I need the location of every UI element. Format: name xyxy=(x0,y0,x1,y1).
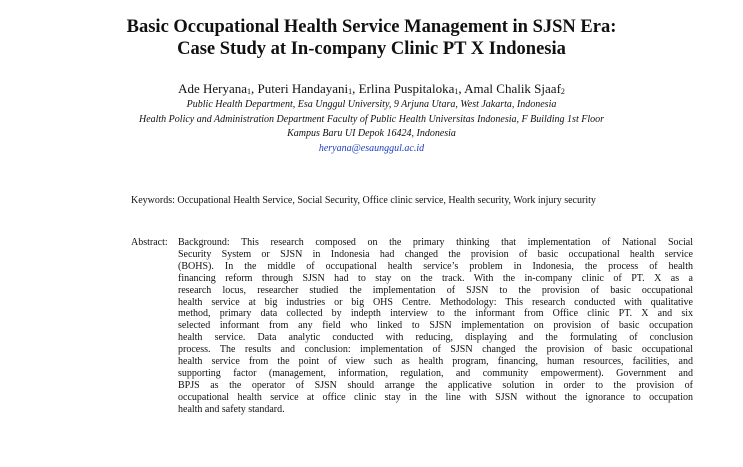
abstract-line: occupational health service at office clinic stay in the line with SJSN without the ignorance to occupation xyxy=(178,391,693,403)
keywords-label: Keywords: xyxy=(131,195,175,206)
affiliation-2-line-2: Kampus Baru UI Depok 16424, Indonesia xyxy=(287,128,456,139)
paper-title xyxy=(0,16,743,60)
abstract-line: health service from the point of view such as health program, financing, human resources, facilities, and xyxy=(178,356,693,368)
abstract-line: (BOHS). In the middle of occupational health service’s problem in Indonesia, the process of health xyxy=(178,260,693,272)
abstract-line: health service. Data analytic conducted with reducing, displaying and the formulating of conclusion xyxy=(178,332,693,344)
affiliation-1: Public Health Department, Esa Unggul University, 9 Arjuna Utara, West Jakarta, Indonesia xyxy=(186,99,557,110)
author-affiliation-mark: 2 xyxy=(560,87,565,96)
abstract-line: process. The results and conclusion: implementation of SJSN changed the provision of basic occupational xyxy=(178,344,693,356)
abstract-line: selected informant from any field who linked to SJSN implementation on provision of basic occupation xyxy=(178,320,693,332)
author-separator: , xyxy=(458,81,465,96)
author-affiliation-mark: 1 xyxy=(454,87,459,96)
affiliation-2-line-1: Health Policy and Administration Department Faculty of Public Health Universitas Indonesia, F Building 1st Floor xyxy=(138,114,605,125)
author-affiliation-mark: 1 xyxy=(247,87,252,96)
keywords-text: Occupational Health Service, Social Security, Office clinic service, Health security, Work injury security xyxy=(177,195,596,206)
author-name: Ade Heryana xyxy=(178,81,248,96)
abstract-line: supporting factor (management, information, regulation, and community empowerment). Government and xyxy=(178,367,693,379)
author-separator: , xyxy=(251,81,258,96)
author-name: Erlina Puspitaloka xyxy=(358,81,455,96)
author-affiliation-mark: 1 xyxy=(348,87,353,96)
abstract-label: Abstract: xyxy=(131,237,168,248)
abstract-line: financing reform through SJSN had to stay on the track. With the in-company clinic of PT. X as a xyxy=(178,272,693,284)
abstract-line: research locus, researcher studied the implementation of SJSN to the provision of basic occupational xyxy=(178,284,693,296)
abstract-line: Security System or SJSN in Indonesia had changed the provision of basic occupational health service xyxy=(178,248,693,260)
abstract-body xyxy=(178,237,693,416)
abstract-line: health and safety standard. xyxy=(178,403,285,415)
abstract-line: health service at big industries or big OHS Centre. Methodology: This research conducted with qualitative xyxy=(178,296,693,308)
abstract-line: Background: This research composed on the primary thinking that implementation of National Social xyxy=(178,237,693,248)
author-separator: , xyxy=(352,81,359,96)
author-name: Puteri Handayani xyxy=(257,81,349,96)
author-name: Amal Chalik Sjaaf xyxy=(464,81,561,96)
keywords-section xyxy=(131,195,691,208)
abstract-line: method, primary data collected by indepth interview to the informant from Office clinic PT. X and six xyxy=(178,308,693,320)
author-email-link[interactable]: heryana@esaunggul.ac.id xyxy=(318,143,425,154)
title-line-2: Case Study at In-company Clinic PT X Indonesia xyxy=(177,39,566,59)
abstract-line: BPJS as the operator of SJSN should arrange the applicative solution in order to the provision of xyxy=(178,379,693,391)
title-line-1: Basic Occupational Health Service Management in SJSN Era: xyxy=(126,17,617,37)
